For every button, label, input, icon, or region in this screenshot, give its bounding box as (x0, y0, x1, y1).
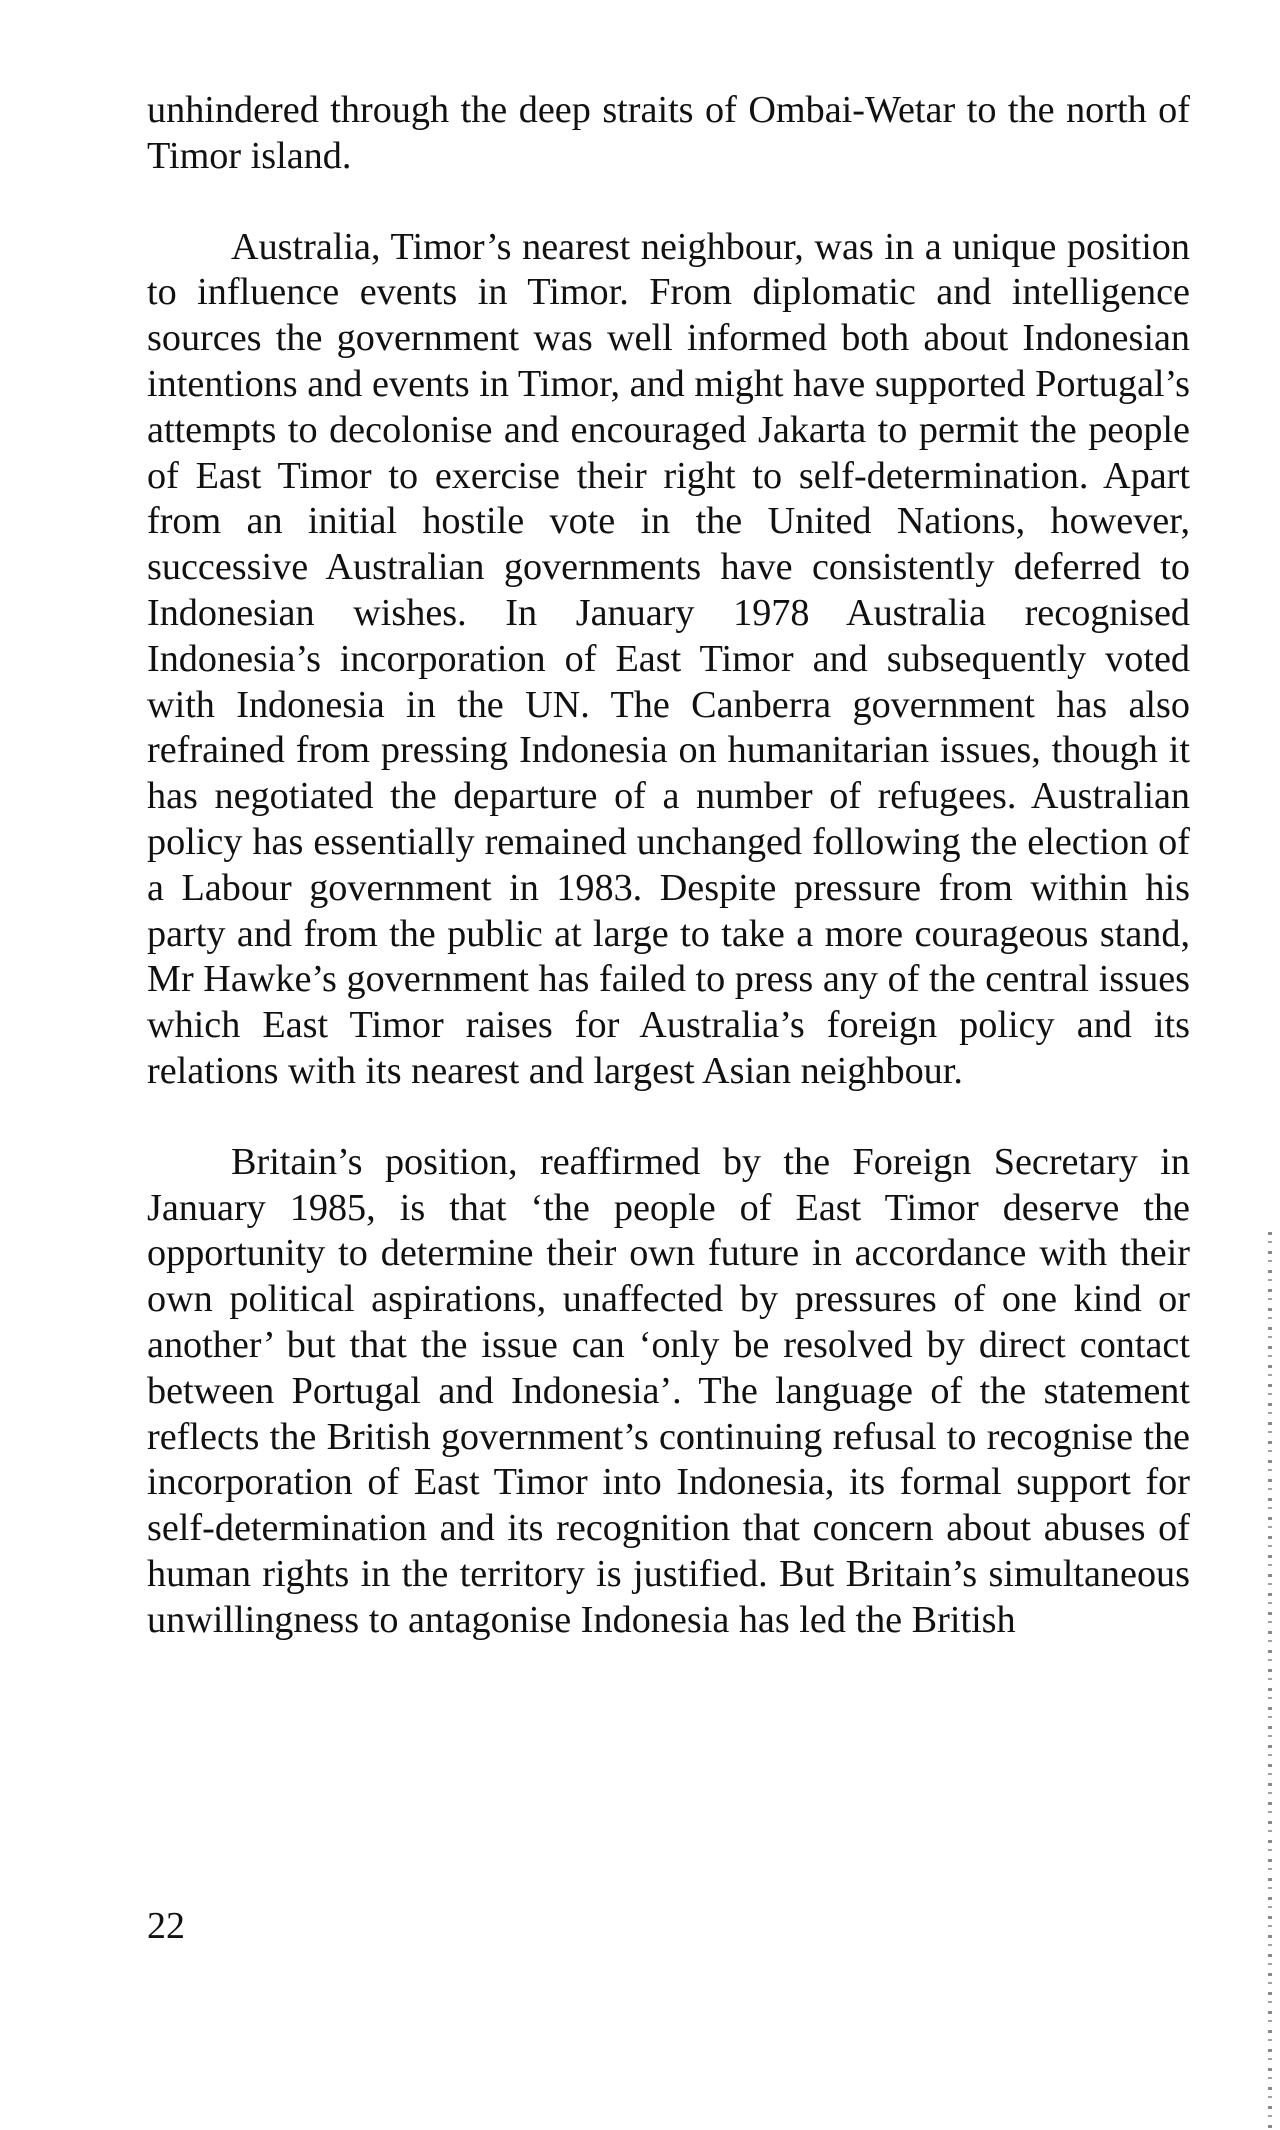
paragraph-gap (147, 1095, 1190, 1140)
paragraph-continuation: unhindered through the deep straits of Ombai-Wetar to the north of Timor island. (147, 89, 1190, 177)
paragraph-britain: Britain’s position, reaffirmed by the Foreign Secretary in January 1985, is that ‘the people of East Timor deserve the opportunity to determine their own future in accordance with their own political aspirations, unaffected by pressures of one kind or another’ but that the issue can ‘only be resolved by direct contact between Portugal and Indonesia’. The language of the statement reflects the British government’s continuing refusal to recognise the incorporation of East Timor into Indonesia, its formal support for self-determination and its recognition that concern about abuses of human rights in the territory is justified. But Britain’s simultaneous unwillingness to antagonise Indonesia has led the British (147, 1140, 1190, 1641)
paragraph-gap (147, 180, 1190, 225)
page-number: 22 (147, 1905, 185, 1947)
scan-edge-artifact (1268, 1232, 1272, 2130)
page-body (147, 88, 1190, 1644)
paragraph-australia: Australia, Timor’s nearest neighbour, was in a unique position to influence events in Timor. From diplomatic and intelligence sources the government was well informed both about Indonesian intentions and events in Timor, and might have supported Portugal’s attempts to decolonise and encouraged Jakarta to permit the people of East Timor to exercise their right to self-determination. Apart from an initial hostile vote in the United Nations, however, successive Australian governments have consistently deferred to Indonesian wishes. In January 1978 Australia recognised Indonesia’s incorporation of East Timor and subsequently voted with Indonesia in the UN. The Canberra government has also refrained from pressing Indonesia on humanitarian issues, though it has negotiated the departure of a number of refugees. Australian policy has essentially remained unchanged following the election of a Labour government in 1983. Despite pressure from within his party and from the public at large to take a more courageous stand, Mr Hawke’s government has failed to press any of the central issues which East Timor raises for Australia’s foreign policy and its relations with its nearest and largest Asian neighbour. (147, 225, 1190, 1092)
